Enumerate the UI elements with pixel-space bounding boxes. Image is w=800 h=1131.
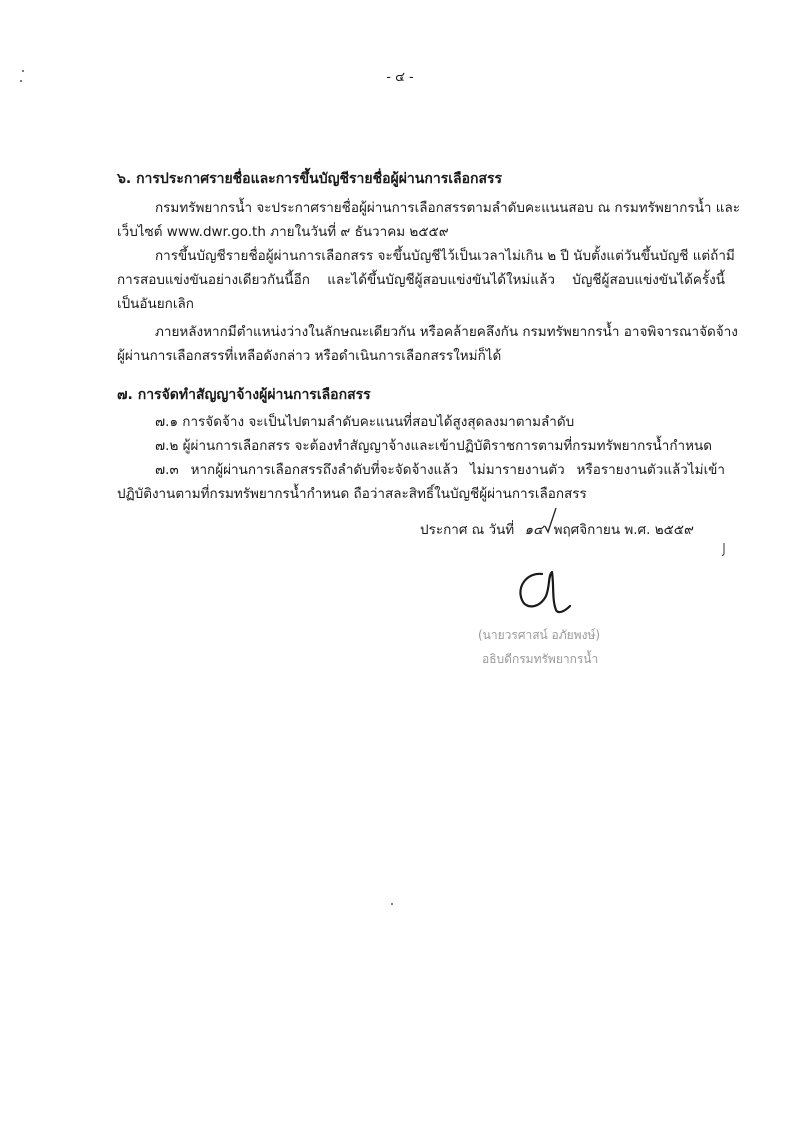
section-6-heading: ๖. การประกาศรายชื่อและการขึ้นบัญชีรายชื่อผู้ผ่านการเลือกสรร <box>117 171 503 187</box>
section-7-heading: ๗. การจัดทำสัญญาจ้างผู้ผ่านการเลือกสรร <box>117 387 371 403</box>
page-number: - ๔ - <box>386 70 414 85</box>
signatory-title: อธิบดีกรมทรัพยากรน้ำ <box>482 652 599 666</box>
section-7-item-3-line2: ปฏิบัติงานตามที่กรมทรัพยากรน้ำกำหนด ถือว่าสละสิทธิ์ในบัญชีผู้ผ่านการเลือกสรร <box>117 486 587 502</box>
announcement-suffix: พฤศจิกายน พ.ศ. ๒๕๕๙ <box>553 522 694 538</box>
handwritten-day-mark <box>536 506 562 536</box>
section-6-p3-line2: ผู้ผ่านการเลือกสรรที่เหลือดังกล่าว หรือดำเนินการเลือกสรรใหม่ก็ได้ <box>117 348 502 364</box>
signatory-name: (นายวรศาสน์ อภัยพงษ์) <box>478 628 601 642</box>
section-7-item-1: ๗.๑ การจัดจ้าง จะเป็นไปตามลำดับคะแนนที่สอบได้สูงสุดลงมาตามลำดับ <box>155 414 575 430</box>
section-6-p2-line3: เป็นอันยกเลิก <box>117 296 194 312</box>
section-7-item-2: ๗.๒ ผู้ผ่านการเลือกสรร จะต้องทำสัญญาจ้างและเข้าปฏิบัติราชการตามที่กรมทรัพยากรน้ำกำหนด <box>155 438 712 454</box>
section-6-p2-line2: การสอบแข่งขันอย่างเดียวกันนี้อีก และได้ขึ้นบัญชีผู้สอบแข่งขันได้ใหม่แล้ว บัญชีผู้สอบแข่งขันได้ครั้งนี้ <box>117 272 725 288</box>
signature <box>508 566 578 620</box>
scan-speck <box>391 903 393 905</box>
margin-mark <box>720 542 728 558</box>
section-7-item-3-line1: ๗.๓ หากผู้ผ่านการเลือกสรรถึงลำดับที่จะจัดจ้างแล้ว ไม่มารายงานตัว หรือรายงานตัวแล้วไม่เข้า <box>155 462 725 478</box>
section-6-p2-line1: การขึ้นบัญชีรายชื่อผู้ผ่านการเลือกสรร จะขึ้นบัญชีไว้เป็นเวลาไม่เกิน ๒ ปี นับตั้งแต่วันขึ้นบัญชี แต่ถ้ามี <box>155 248 735 264</box>
section-6-p1-line1: กรมทรัพยากรน้ำ จะประกาศรายชื่อผู้ผ่านการเลือกสรรตามลำดับคะแนนสอบ ณ กรมทรัพยากรน้ำ และ <box>155 200 741 216</box>
section-6-p1-line2: เว็บไซต์ www.dwr.go.th ภายในวันที่ ๙ ธันวาคม ๒๕๕๙ <box>117 224 449 240</box>
section-6-p3-line1: ภายหลังหากมีตำแหน่งว่างในลักษณะเดียวกัน หรือคล้ายคลึงกัน กรมทรัพยากรน้ำ อาจพิจารณาจัดจ้าง <box>155 324 738 340</box>
announcement-prefix: ประกาศ ณ วันที่ <box>420 522 515 538</box>
announcement-day: ๑๔ <box>524 522 544 538</box>
